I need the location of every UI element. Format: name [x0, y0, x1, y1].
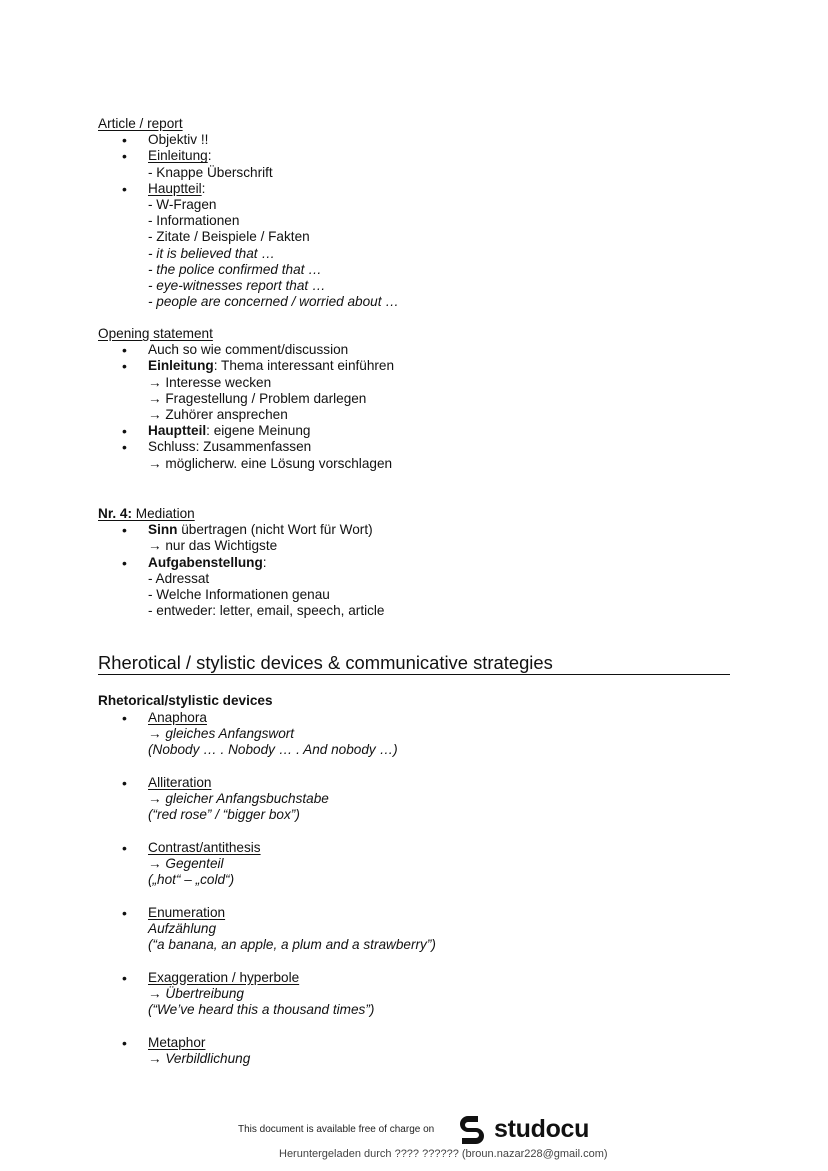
device-line: (“We’ve heard this a thousand times”) — [148, 1002, 375, 1018]
opening-title: Opening statement — [98, 326, 213, 341]
device-name: • Anaphora — [98, 710, 730, 726]
list-item — [98, 423, 730, 439]
list-item — [98, 181, 730, 197]
sub-item: → möglicherw. eine Lösung vorschlagen — [148, 455, 393, 471]
list-item-colon: : — [262, 554, 267, 570]
sub-item: → nur das Wichtigste — [148, 538, 278, 554]
list-item: • Objektiv !! — [98, 132, 730, 148]
sub-item: - Informationen — [148, 213, 240, 229]
mediation-title-text: Mediation — [132, 506, 195, 521]
list-item-label: Einleitung — [148, 358, 214, 374]
list-item-label: Hauptteil — [148, 423, 207, 439]
opening-section — [98, 326, 730, 472]
list-item: • Auch so wie comment/discussion — [98, 342, 730, 358]
studocu-logo-icon — [456, 1112, 490, 1146]
mediation-title — [98, 506, 730, 522]
device-line: → gleiches Anfangswort — [148, 726, 295, 742]
sub-item: - Adressat — [148, 570, 210, 586]
list-item-label: Hauptteil — [148, 180, 202, 196]
device-line: (“a banana, an apple, a plum and a strawberry”) — [148, 937, 436, 953]
list-item — [98, 522, 730, 538]
list-item-text: : eigene Meinung — [206, 423, 311, 439]
devices-subheading: Rhetorical/stylistic devices — [98, 693, 273, 708]
sub-item: - it is believed that … — [148, 245, 275, 261]
device-name: • Alliteration — [98, 775, 730, 791]
list-item — [98, 358, 730, 374]
sub-item: - people are concerned / worried about … — [148, 294, 399, 310]
device-contrast — [98, 840, 730, 889]
rhetorical-heading: Rherotical / stylistic devices & communicative strategies — [98, 652, 730, 675]
list-item-text: übertragen (nicht Wort für Wort) — [177, 522, 373, 538]
device-name: • Enumeration — [98, 905, 730, 921]
device-line: → Übertreibung — [148, 986, 244, 1002]
sub-item: - the police confirmed that … — [148, 261, 322, 277]
device-alliteration — [98, 775, 730, 824]
device-name: • Contrast/antithesis — [98, 840, 730, 856]
device-exaggeration — [98, 970, 730, 1019]
device-line: → Verbildlichung — [148, 1051, 251, 1067]
sub-item: - W-Fragen — [148, 196, 217, 212]
sub-item: → Fragestellung / Problem darlegen — [148, 390, 367, 406]
list-item: • Schluss: Zusammenfassen — [98, 439, 730, 455]
devices-section — [98, 693, 730, 709]
footer-downloaded-text: Heruntergeladen durch ???? ?????? (broun.nazar228@gmail.com) — [279, 1148, 608, 1160]
sub-item: - Zitate / Beispiele / Fakten — [148, 229, 310, 245]
device-line: → Gegenteil — [148, 856, 224, 872]
device-name: • Metaphor — [98, 1035, 730, 1051]
footer-available-text: This document is available free of charge on — [238, 1124, 435, 1135]
device-line: („hot“ – „cold“) — [148, 872, 235, 888]
list-item-text: : Thema interessant einführen — [213, 358, 395, 374]
article-title: Article / report — [98, 116, 183, 131]
list-item-colon: : — [207, 148, 212, 164]
list-item — [98, 148, 730, 164]
list-item-label: Einleitung — [148, 148, 208, 164]
sub-item: → Interesse wecken — [148, 374, 272, 390]
article-section — [98, 116, 730, 310]
device-line: Aufzählung — [148, 921, 217, 937]
list-item-label: Aufgabenstellung — [148, 554, 263, 570]
list-item-label: Sinn — [148, 522, 178, 538]
sub-item: - Knappe Überschrift — [148, 164, 273, 180]
device-metaphor — [98, 1035, 730, 1067]
sub-item: - entweder: letter, email, speech, article — [148, 603, 385, 619]
list-item-colon: : — [201, 180, 206, 196]
device-anaphora — [98, 710, 730, 759]
studocu-logo-text: studocu — [494, 1114, 590, 1143]
studocu-logo[interactable] — [456, 1110, 589, 1148]
mediation-section — [98, 506, 730, 619]
sub-item: → Zuhörer ansprechen — [148, 406, 288, 422]
device-line: → gleicher Anfangsbuchstabe — [148, 791, 329, 807]
sub-item: - Welche Informationen genau — [148, 586, 330, 602]
device-line: (“red rose” / “bigger box”) — [148, 807, 300, 823]
device-name: • Exaggeration / hyperbole — [98, 970, 730, 986]
device-line: (Nobody … . Nobody … . And nobody …) — [148, 742, 398, 758]
list-item — [98, 555, 730, 571]
sub-item: - eye-witnesses report that … — [148, 277, 326, 293]
device-enumeration — [98, 905, 730, 954]
mediation-title-number: Nr. 4: — [98, 506, 132, 521]
